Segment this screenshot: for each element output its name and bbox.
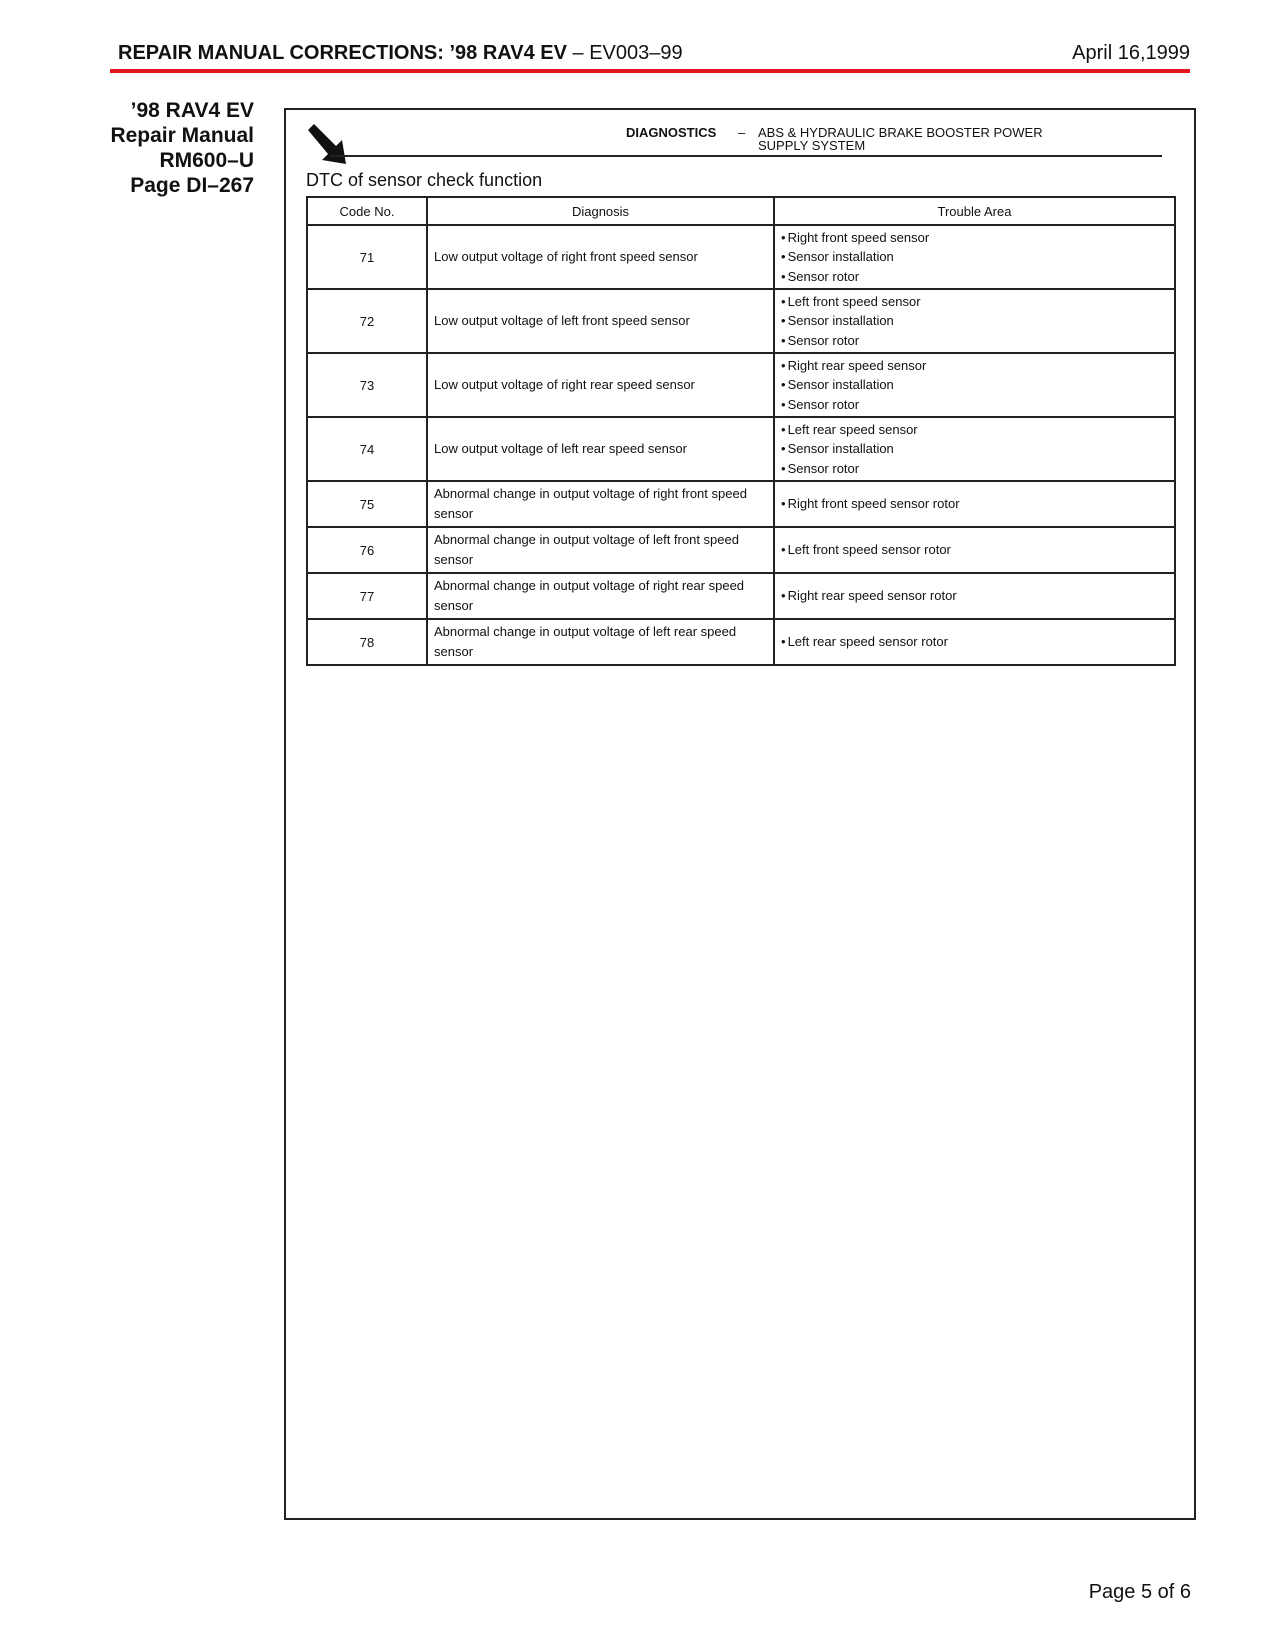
trouble-area-item: • Sensor rotor [781, 459, 1168, 479]
trouble-area-cell [774, 417, 1175, 481]
column-header-diagnosis: Diagnosis [427, 197, 774, 225]
manual-page-frame [284, 108, 1196, 1520]
trouble-area-item: • Right front speed sensor rotor [781, 494, 1168, 514]
document-title-bold: REPAIR MANUAL CORRECTIONS: ’98 RAV4 EV [118, 42, 567, 64]
reference-model: ’98 RAV4 EV [130, 99, 254, 122]
trouble-area-item: • Right front speed sensor [781, 228, 1168, 248]
trouble-area-cell [774, 619, 1175, 665]
code-cell: 74 [307, 417, 427, 481]
trouble-area-item: • Sensor installation [781, 311, 1168, 331]
trouble-area-cell [774, 289, 1175, 353]
trouble-area-cell [774, 481, 1175, 527]
reference-number: RM600–U [159, 149, 254, 172]
table-row [307, 417, 1175, 481]
trouble-area-item: • Left rear speed sensor [781, 420, 1168, 440]
dtc-table [306, 196, 1176, 666]
reference-manual: Repair Manual [110, 124, 254, 147]
code-cell: 77 [307, 573, 427, 619]
column-header-code: Code No. [307, 197, 427, 225]
document-date: April 16,1999 [1072, 42, 1190, 64]
trouble-area-cell [774, 527, 1175, 573]
document-header [110, 42, 1190, 70]
diagnosis-cell: Abnormal change in output voltage of right rear speed sensor [427, 573, 774, 619]
table-row [307, 527, 1175, 573]
code-cell: 78 [307, 619, 427, 665]
trouble-area-item: • Left front speed sensor rotor [781, 540, 1168, 560]
diagnosis-cell: Low output voltage of left front speed sensor [427, 289, 774, 353]
code-cell: 71 [307, 225, 427, 289]
diagnostics-label: DIAGNOSTICS [626, 125, 717, 140]
diagnostics-rule [330, 155, 1162, 157]
diagnosis-cell: Low output voltage of left rear speed sensor [427, 417, 774, 481]
arrow-icon [306, 122, 352, 168]
code-cell: 72 [307, 289, 427, 353]
trouble-area-item: • Sensor rotor [781, 395, 1168, 415]
table-row [307, 353, 1175, 417]
trouble-area-item: • Sensor rotor [781, 267, 1168, 287]
trouble-area-item: • Right rear speed sensor [781, 356, 1168, 376]
diagnosis-cell: Low output voltage of right rear speed sensor [427, 353, 774, 417]
trouble-area-item: • Left front speed sensor [781, 292, 1168, 312]
page-number: Page 5 of 6 [1088, 1581, 1191, 1603]
table-header-row [307, 197, 1175, 225]
code-cell: 75 [307, 481, 427, 527]
trouble-area-item: • Sensor installation [781, 247, 1168, 267]
table-row [307, 289, 1175, 353]
code-cell: 76 [307, 527, 427, 573]
document-code: – EV003–99 [566, 42, 683, 64]
table-row [307, 225, 1175, 289]
trouble-area-cell [774, 225, 1175, 289]
trouble-area-item: • Left rear speed sensor rotor [781, 632, 1168, 652]
trouble-area-item: • Sensor rotor [781, 331, 1168, 351]
trouble-area-item: • Right rear speed sensor rotor [781, 586, 1168, 606]
diagnosis-cell: Low output voltage of right front speed sensor [427, 225, 774, 289]
diagnosis-cell: Abnormal change in output voltage of left front speed sensor [427, 527, 774, 573]
manual-reference [80, 98, 254, 198]
diagnostics-system: ABS & HYDRAULIC BRAKE BOOSTER POWER SUPPLY SYSTEM [758, 125, 1043, 153]
trouble-area-item: • Sensor installation [781, 375, 1168, 395]
table-row [307, 619, 1175, 665]
document-title [118, 42, 683, 65]
code-cell: 73 [307, 353, 427, 417]
section-title: DTC of sensor check function [306, 170, 543, 190]
table-row [307, 573, 1175, 619]
trouble-area-cell [774, 573, 1175, 619]
diagnosis-cell: Abnormal change in output voltage of left rear speed sensor [427, 619, 774, 665]
trouble-area-item: • Sensor installation [781, 439, 1168, 459]
table-row [307, 481, 1175, 527]
diagnostics-dash: – [738, 125, 746, 140]
header-rule [110, 69, 1190, 73]
column-header-trouble-area: Trouble Area [774, 197, 1175, 225]
diagnosis-cell: Abnormal change in output voltage of right front speed sensor [427, 481, 774, 527]
trouble-area-cell [774, 353, 1175, 417]
reference-page: Page DI–267 [130, 174, 254, 197]
